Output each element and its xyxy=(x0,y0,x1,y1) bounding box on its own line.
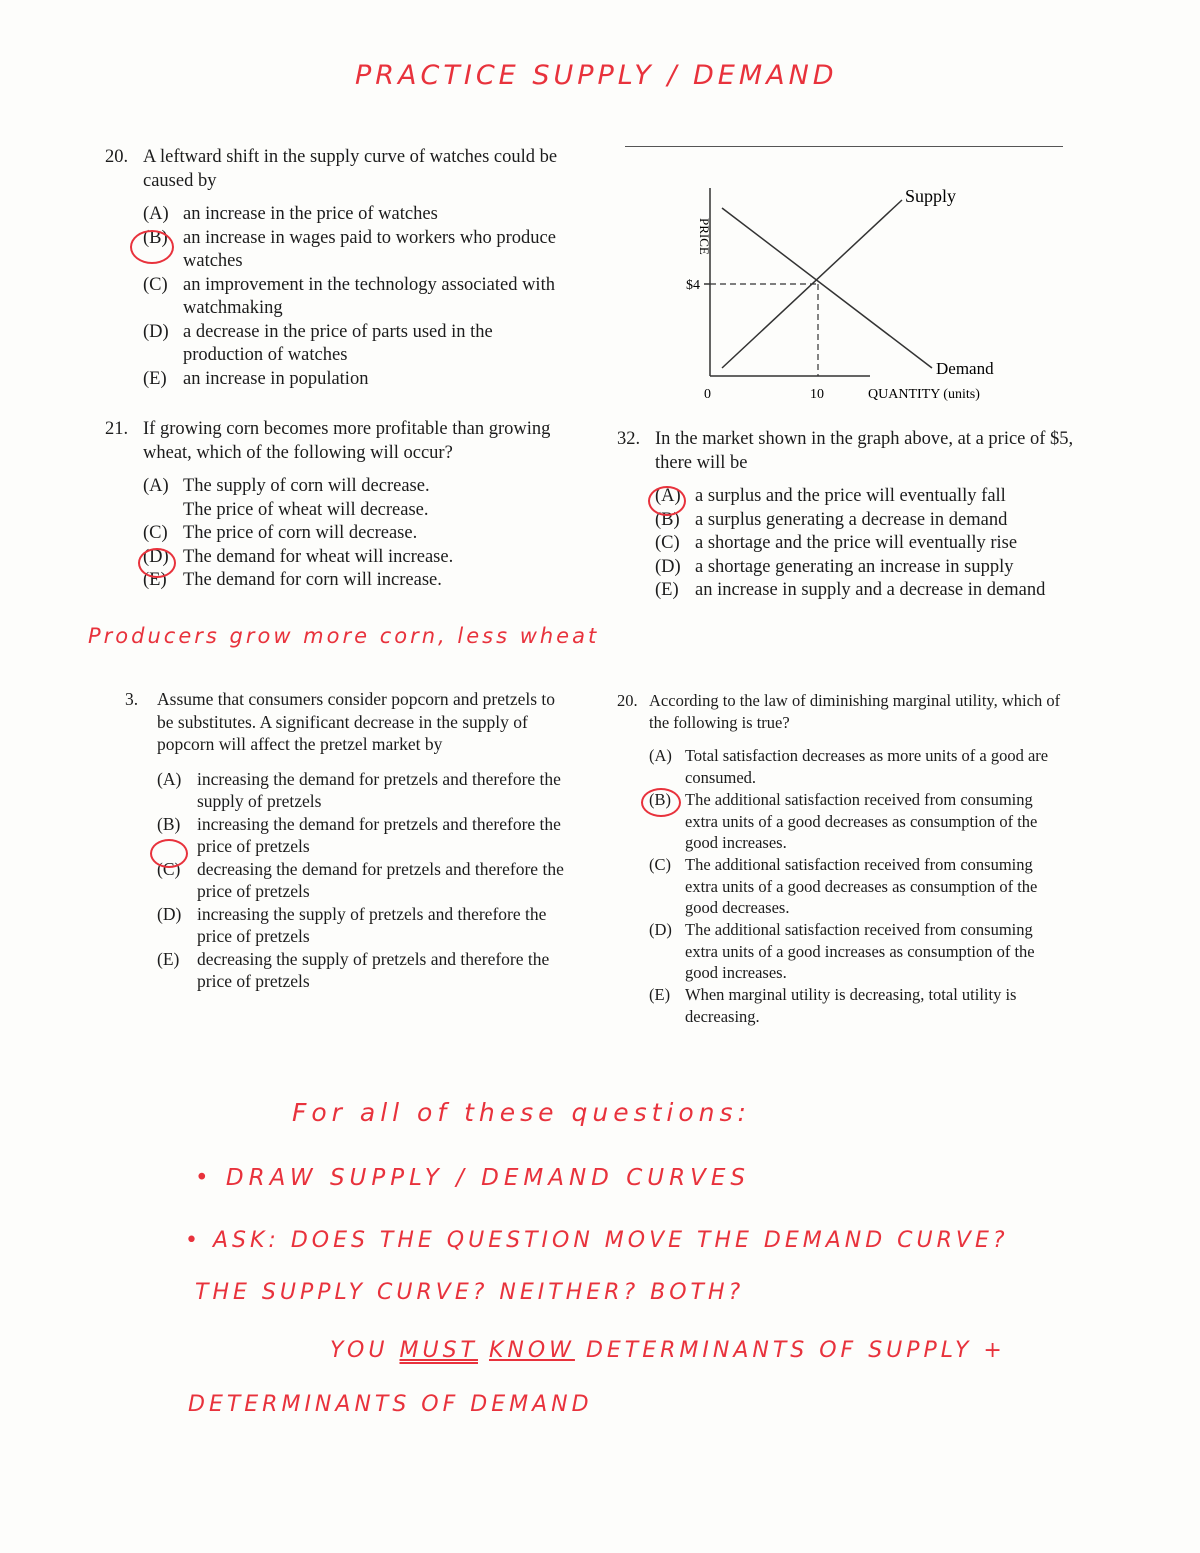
option-c xyxy=(143,522,575,546)
option-a xyxy=(143,203,575,227)
option-text: The additional satisfaction received from consuming extra units of a good increases as consumption of the good increases. xyxy=(685,920,1035,983)
handwritten-note-draw: • DRAW SUPPLY / DEMAND CURVES xyxy=(195,1165,750,1191)
question-stem: If growing corn becomes more profitable than growing wheat, which of the following will occur? xyxy=(143,419,551,463)
answer-options xyxy=(655,485,1087,603)
option-a xyxy=(143,475,575,499)
answer-options xyxy=(157,768,565,993)
option-text: When marginal utility is decreasing, total utility is decreasing. xyxy=(685,985,1017,1026)
option-b xyxy=(649,789,1067,854)
y-axis-label: PRICE xyxy=(697,218,712,255)
price-tick-label: $4 xyxy=(686,278,700,293)
option-label: (B) xyxy=(655,509,680,530)
option-text: The demand for wheat will increase. xyxy=(183,546,454,567)
handwritten-note-q21: Producers grow more corn, less wheat xyxy=(88,624,600,648)
option-text: Total satisfaction decreases as more units of a good are consumed. xyxy=(685,746,1049,788)
option-label: (D) xyxy=(649,920,672,940)
option-label: (C) xyxy=(649,854,671,874)
question-stem: In the market shown in the graph above, at a price of $5, there will be xyxy=(655,429,1074,473)
option-d xyxy=(143,546,575,570)
answer-options xyxy=(143,203,575,391)
option-label: (A) xyxy=(655,486,681,506)
option-e xyxy=(157,948,565,993)
x-axis-label: QUANTITY (units) xyxy=(868,387,980,402)
option-c xyxy=(655,532,1087,556)
option-label: (A) xyxy=(157,768,182,789)
option-text: an increase in supply and a decrease in demand xyxy=(695,580,1046,600)
option-e xyxy=(649,984,1067,1027)
option-label: (B) xyxy=(157,813,181,834)
note-determinants-supply: DETERMINANTS OF SUPPLY + xyxy=(585,1338,1006,1363)
option-c xyxy=(649,854,1067,919)
option-a xyxy=(649,745,1067,788)
option-label: (A) xyxy=(143,476,169,496)
option-b xyxy=(143,499,575,523)
option-a xyxy=(655,485,1087,509)
question-stem: According to the law of diminishing marginal utility, which of the following is true? xyxy=(649,691,1061,732)
handwritten-note-heading: For all of these questions: xyxy=(292,1098,751,1127)
question-20-marginal-utility xyxy=(617,690,1067,1028)
demand-curve xyxy=(722,208,932,368)
question-number: 32. xyxy=(617,429,641,449)
question-stem: Assume that consumers consider popcorn and pretzels to be substitutes. A significant decrease in the supply of popcorn will affect the pretzel market by xyxy=(157,689,556,754)
option-c xyxy=(157,858,565,903)
option-text: The price of corn will decrease. xyxy=(183,523,418,543)
option-label: (D) xyxy=(143,546,169,567)
option-label: (C) xyxy=(143,274,168,295)
handwritten-note-determinants-demand: DETERMINANTS OF DEMAND xyxy=(188,1392,593,1417)
option-text: increasing the demand for pretzels and therefore the price of pretzels xyxy=(197,813,561,856)
option-text: The additional satisfaction received from consuming extra units of a good decreases as consumption of the good increases. xyxy=(685,789,1038,853)
question-20-supply-shift xyxy=(105,146,575,391)
option-text: The price of wheat will decrease. xyxy=(183,499,429,520)
origin-label: 0 xyxy=(704,387,711,402)
question-32-price-5 xyxy=(617,428,1087,603)
question-number: 3. xyxy=(125,689,139,709)
option-text: The supply of corn will decrease. xyxy=(183,476,430,496)
question-3-substitutes xyxy=(125,688,565,993)
handwritten-note-ask: • ASK: DOES THE QUESTION MOVE THE DEMAND CURVE? xyxy=(185,1228,1009,1253)
note-you: YOU xyxy=(330,1338,389,1363)
option-text: a surplus and the price will eventually fall xyxy=(695,486,1006,506)
option-text: a surplus generating a decrease in demand xyxy=(695,509,1008,530)
option-text: The demand for corn will increase. xyxy=(183,570,442,590)
option-e xyxy=(143,569,575,593)
option-d xyxy=(649,919,1067,984)
handwritten-title: PRACTICE SUPPLY / DEMAND xyxy=(355,60,838,91)
question-21-corn-wheat xyxy=(105,418,575,593)
option-label: (D) xyxy=(157,903,182,924)
option-label: (B) xyxy=(143,227,168,248)
option-text: an improvement in the technology associated with watchmaking xyxy=(183,274,555,318)
option-e xyxy=(655,579,1087,603)
option-text: decreasing the demand for pretzels and therefore the price of pretzels xyxy=(197,858,564,901)
supply-label: Supply xyxy=(905,186,957,206)
option-label: (A) xyxy=(649,746,672,766)
option-label: (E) xyxy=(649,985,671,1005)
handwritten-note-must-know xyxy=(330,1338,1006,1363)
note-know: KNOW xyxy=(488,1338,575,1363)
option-text: an increase in population xyxy=(183,368,369,389)
option-label: (E) xyxy=(655,580,679,600)
option-text: a shortage and the price will eventually rise xyxy=(695,533,1018,553)
question-stem: A leftward shift in the supply curve of watches could be caused by xyxy=(143,147,558,191)
note-must: MUST xyxy=(399,1338,478,1363)
quantity-tick-label: 10 xyxy=(810,387,824,402)
option-text: The additional satisfaction received from consuming extra units of a good decreases as consumption of the good decreases. xyxy=(685,854,1038,918)
option-d xyxy=(157,903,565,948)
supply-demand-graph xyxy=(680,178,1030,403)
option-text: an increase in the price of watches xyxy=(183,204,438,224)
option-b xyxy=(655,509,1087,533)
option-label: (C) xyxy=(655,533,680,553)
option-label: (D) xyxy=(655,556,681,577)
option-text: increasing the supply of pretzels and therefore the price of pretzels xyxy=(197,903,547,946)
option-b xyxy=(157,813,565,858)
option-label: (B) xyxy=(649,789,671,809)
option-c xyxy=(143,274,575,321)
option-text: a decrease in the price of parts used in the production of watches xyxy=(183,321,493,365)
answer-options xyxy=(649,745,1067,1027)
answer-options xyxy=(143,475,575,593)
question-number: 20. xyxy=(105,147,129,167)
option-d xyxy=(655,556,1087,580)
question-number: 21. xyxy=(105,419,129,439)
option-text: a shortage generating an increase in supply xyxy=(695,556,1014,577)
option-text: an increase in wages paid to workers who produce watches xyxy=(183,227,556,271)
handwritten-note-curves: THE SUPPLY CURVE? NEITHER? BOTH? xyxy=(195,1280,745,1305)
option-text: increasing the demand for pretzels and therefore the supply of pretzels xyxy=(197,768,561,811)
section-divider xyxy=(625,146,1063,147)
option-label: (E) xyxy=(157,948,180,969)
option-a xyxy=(157,768,565,813)
option-label: (E) xyxy=(143,368,167,389)
option-label: (E) xyxy=(143,570,167,590)
option-b xyxy=(143,227,575,274)
option-e xyxy=(143,368,575,392)
option-d xyxy=(143,321,575,368)
question-number: 20. xyxy=(617,691,638,710)
option-label: (A) xyxy=(143,204,169,224)
option-text: decreasing the supply of pretzels and therefore the price of pretzels xyxy=(197,948,550,991)
demand-label: Demand xyxy=(936,359,994,378)
option-label: (D) xyxy=(143,321,169,342)
option-label: (C) xyxy=(157,858,181,879)
option-label: (C) xyxy=(143,523,168,543)
